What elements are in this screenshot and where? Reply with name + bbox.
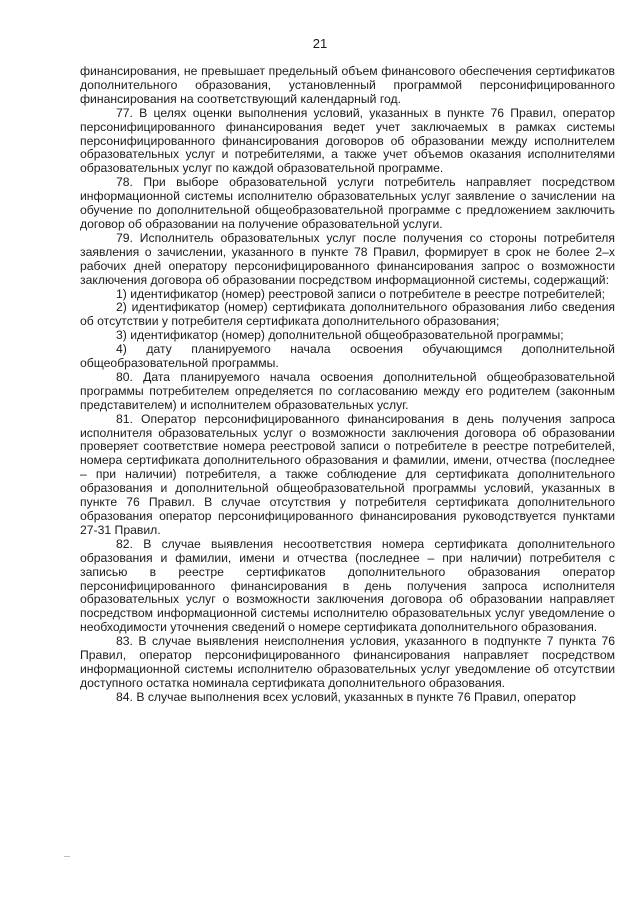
paragraph-78: 78. При выборе образовательной услуги потребитель направляет посредством информационной системы исполнителю образовательных услуг заявление о зачислении на обучение по дополнительной общеобразовательной программе с предложением заключить договор об образовании на получение образовательной услуги. [80,175,615,231]
paragraph-81: 81. Оператор персонифицированного финансирования в день получения запроса исполнителя образовательных услуг о возможности заключения договора об образовании проверяет соответствие номера реестровой записи о потребителе в реестре потребителей, номера сертификата дополнительного образования и фамилии, имени, отчества (последнее – при наличии) потребителя, а также соблюдение для сертификата дополнительного образования и дополнительной общеобразовательной программы условий, указанных в пункте 76 Правил. В случае отсутствия у потребителя сертификата дополнительного образования оператор персонифицированного финансирования руководствуется пунктами 27-31 Правил. [80,411,615,537]
list-item-79-2: 2) идентификатор (номер) сертификата дополнительного образования либо сведения об отсутствии у потребителя сертификата дополнительного образования; [80,300,615,329]
document-body [80,65,615,705]
paragraph-79: 79. Исполнитель образовательных услуг после получения со стороны потребителя заявления о зачислении, указанного в пункте 78 Правил, формирует в срок не более 2–х рабочих дней оператору персонифицированного финансирования запрос о возможности заключения договора об образовании посредством информационной системы, содержащий: [80,230,615,287]
paragraph-80: 80. Дата планируемого начала освоения дополнительной общеобразовательной программы потребителем определяется по согласованию между его родителем (законным представителем) и исполнителем образовательных услуг. [80,369,615,412]
paragraph-77: 77. В целях оценки выполнения условий, указанных в пункте 76 Правил, оператор персонифицированного финансирования ведет учет заключаемых в рамках системы персонифицированного финансирования договоров об образовании между исполнителем образовательных услуг и потребителями, а также учет объемов оказания исполнителями образовательных услуг по каждой образовательной программе. [80,105,615,176]
list-item-79-1: 1) идентификатор (номер) реестровой записи о потребителе в реестре потребителей; [116,286,606,301]
paragraph-82: 82. В случае выявления несоответствия номера сертификата дополнительного образования и фамилии, имени и отчества (последнее – при наличии) потребителя с записью в реестре сертификатов дополнительного образования оператор персонифицированного финансирования в день получения запроса исполнителя образовательных услуг о возможности заключения договора об образовании направляет посредством информационной системы исполнителю образовательных услуг уведомление о необходимости уточнения сведений о номере сертификата дополнительного образования. [80,536,615,635]
list-item-79-4: 4) дату планируемого начала освоения обучающимся дополнительной общеобразовательной программы. [80,342,615,371]
paragraph-84: 84. В случае выполнения всех условий, указанных в пункте 76 Правил, оператор [116,689,576,704]
paragraph-continuation: финансирования, не превышает предельный объем финансового обеспечения сертификатов дополнительного образования, установленный программой персонифицированного финансирования на соответствующий календарный год. [80,64,615,106]
paragraph-83: 83. В случае выявления неисполнения условия, указанного в подпункте 7 пункта 76 Правил, оператор персонифицированного финансирования направляет посредством информационной системы исполнителю образовательных услуг уведомление об отсутствии доступного остатка номинала сертификата дополнительного образования. [80,634,615,690]
scan-artifact [64,856,70,857]
list-item-79-3: 3) идентификатор (номер) дополнительной общеобразовательной программы; [116,328,564,343]
page-number: 21 [312,36,328,51]
